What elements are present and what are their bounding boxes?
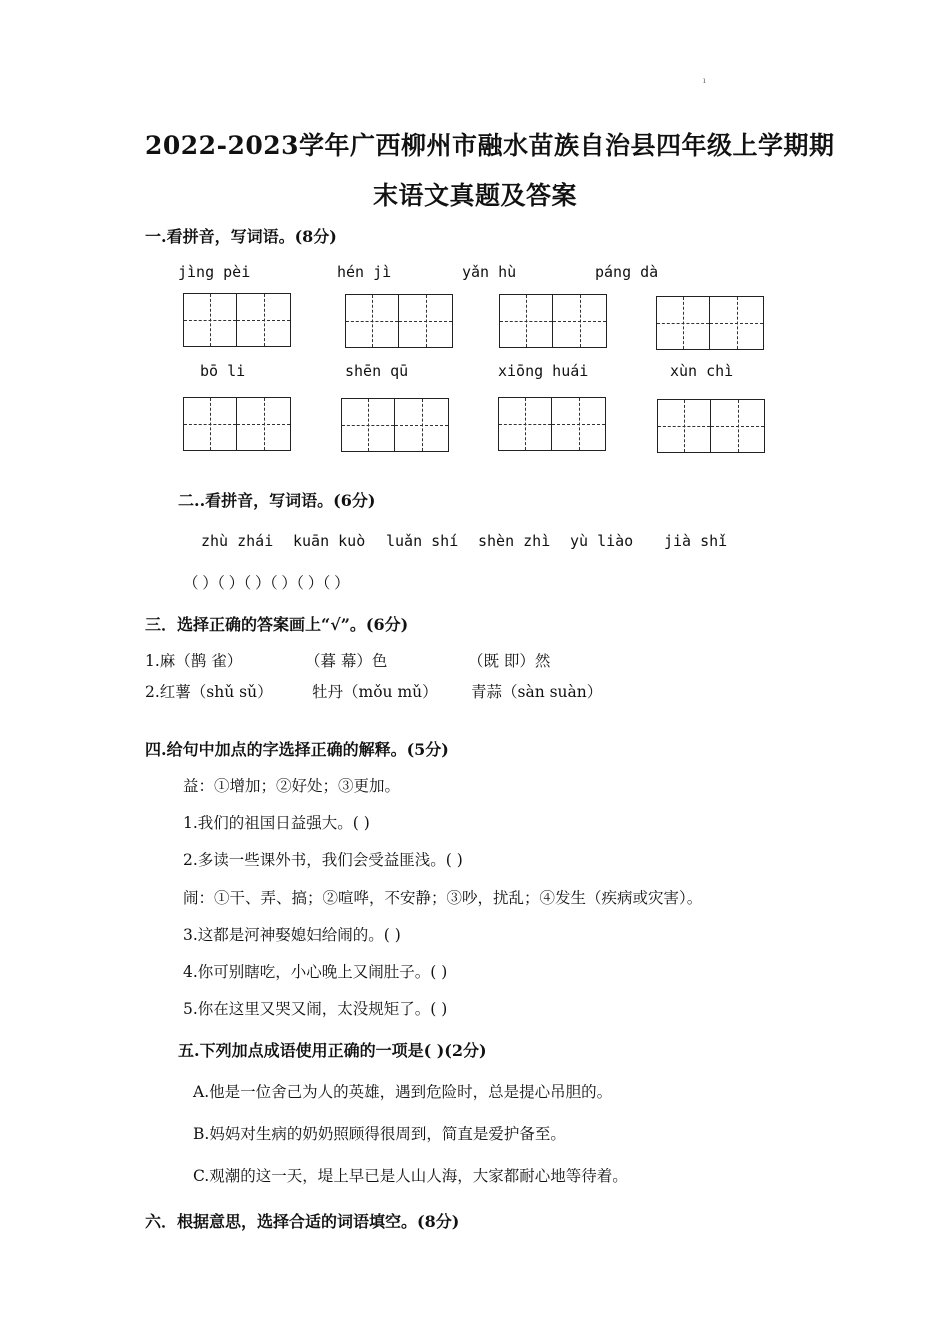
section4-heading: 四.给句中加点的字选择正确的解释。(5分): [145, 740, 449, 759]
writing-grid[interactable]: [657, 399, 765, 453]
pinyin-2-1: bō li: [200, 362, 246, 380]
pinyin-1-4: páng dà: [595, 263, 659, 281]
pinyin-word: yù liào: [570, 532, 634, 550]
pinyin-word: kuān kuò: [293, 532, 366, 550]
question-5: 5.你在这里又哭又闹，太没规矩了。( ): [183, 1000, 448, 1018]
option-b: B.妈妈对生病的奶奶照顾得很周到，简直是爱护备至。: [193, 1125, 566, 1143]
pinyin-2-3: xiōng huái: [498, 362, 589, 380]
pinyin-1-3: yǎn hù: [462, 263, 517, 281]
pinyin-word: shèn zhì: [478, 532, 551, 550]
question-1: 1.我们的祖国日益强大。( ): [183, 814, 370, 832]
section6-heading: 六．根据意思，选择合适的词语填空。(8分): [145, 1212, 460, 1231]
pinyin-word: jià shǐ: [664, 532, 728, 550]
choice-item: 1.麻（鹊 雀）: [145, 652, 243, 670]
choice-item: （暮 幕）色: [305, 652, 388, 670]
definition-yi: 益：①增加；②好处；③更加。: [183, 777, 401, 795]
pinyin-2-2: shēn qū: [345, 362, 409, 380]
question-2: 2.多读一些课外书，我们会受益匪浅。( ): [183, 851, 463, 869]
writing-grid[interactable]: [183, 293, 291, 347]
section2-heading: 二..看拼音，写词语。(6分): [178, 491, 376, 510]
section1-heading: 一.看拼音，写词语。(8分): [145, 227, 337, 246]
writing-grid[interactable]: [345, 294, 453, 348]
question-3: 3.这都是河神娶媳妇给闹的。( ): [183, 926, 401, 944]
choice-item: 2.红薯（shǔ sǔ）: [145, 683, 273, 701]
section3-heading: 三．选择正确的答案画上“√”。(6分): [145, 615, 409, 634]
pinyin-word: zhù zhái: [201, 532, 274, 550]
choice-item: 青蒜（sàn suàn）: [471, 683, 603, 701]
option-a: A.他是一位舍己为人的英雄，遇到危险时，总是提心吊胆的。: [193, 1083, 613, 1101]
writing-grid[interactable]: [499, 294, 607, 348]
pinyin-1-1: jìng pèi: [178, 263, 251, 281]
question-4: 4.你可别瞎吃，小心晚上又闹肚子。( ): [183, 963, 448, 981]
pinyin-word: luǎn shí: [386, 532, 459, 550]
choice-item: 牡丹（mǒu mǔ）: [312, 683, 438, 701]
definition-nao: 闹：①干、弄、搞；②喧哗，不安静；③吵，扰乱；④发生（疾病或灾害）。: [183, 889, 703, 907]
writing-grid[interactable]: [656, 296, 764, 350]
pinyin-2-4: xùn chì: [670, 362, 734, 380]
page-title-line1: 2022-2023学年广西柳州市融水苗族自治县四年级上学期期: [145, 131, 835, 160]
writing-grid[interactable]: [183, 397, 291, 451]
choice-item: （既 即）然: [468, 652, 551, 670]
answer-blanks[interactable]: （ ）（ ）（ ）（ ）（ ）（ ）: [183, 574, 350, 592]
corner-mark: ı: [703, 76, 706, 85]
option-c: C.观潮的这一天，堤上早已是人山人海，大家都耐心地等待着。: [193, 1167, 628, 1185]
pinyin-1-2: hén jì: [337, 263, 392, 281]
writing-grid[interactable]: [498, 397, 606, 451]
page-title-line2: 末语文真题及答案: [373, 181, 578, 210]
writing-grid[interactable]: [341, 398, 449, 452]
section5-heading: 五.下列加点成语使用正确的一项是( )(2分): [178, 1041, 487, 1060]
